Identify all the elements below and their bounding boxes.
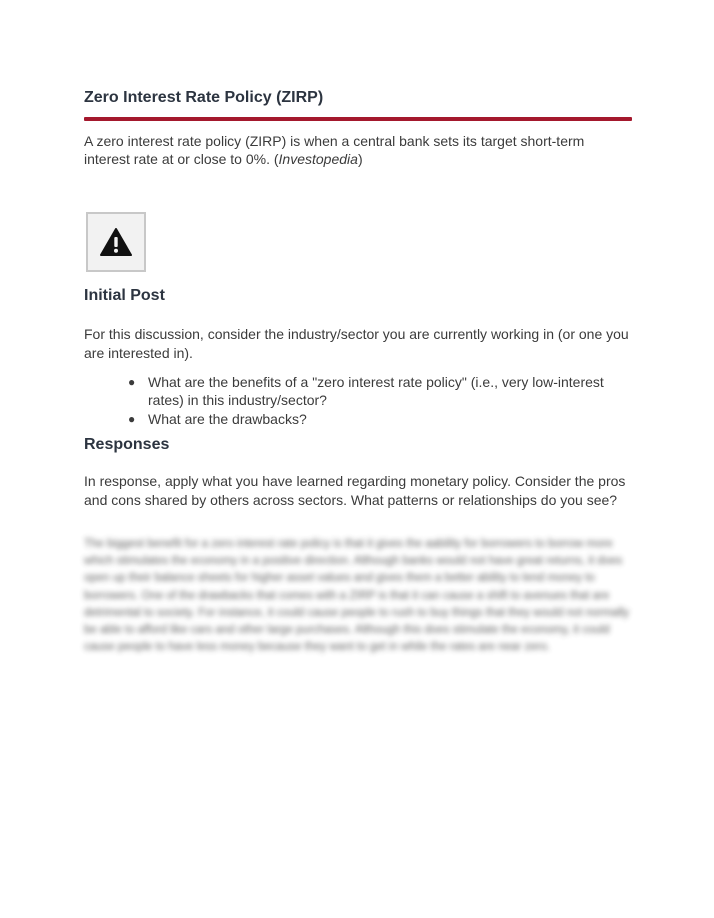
intro-source: Investopedia <box>278 151 358 167</box>
list-item <box>128 373 608 409</box>
initial-post-heading: Initial Post <box>84 287 165 304</box>
responses-heading: Responses <box>84 436 170 453</box>
intro-paragraph <box>84 132 632 168</box>
initial-post-paragraph: For this discussion, consider the industry/sector you are currently working in (or one you are interested in). <box>84 326 629 361</box>
warning-image <box>86 212 146 272</box>
initial-post-bullets <box>128 373 608 429</box>
bullet-text: What are the benefits of a "zero interest rate policy" (i.e., very low-interest rates) in this industry/sector? <box>148 374 604 408</box>
bullet-icon: ● <box>128 375 136 389</box>
list-item <box>128 410 608 428</box>
intro-close: ) <box>357 151 363 167</box>
bullet-text: What are the drawbacks? <box>148 411 307 427</box>
warning-triangle-icon <box>99 227 133 257</box>
responses-paragraph: In response, apply what you have learned regarding monetary policy. Consider the pros and cons shared by others across sectors. What patterns or relationships do you see? <box>84 473 626 508</box>
title-divider <box>84 117 632 121</box>
intro-text: A zero interest rate policy (ZIRP) is when a central bank sets its target short-term interest rate at or close to 0%. ( <box>84 133 585 167</box>
page-title: Zero Interest Rate Policy (ZIRP) <box>84 89 324 106</box>
bullet-icon: ● <box>128 412 136 426</box>
blurred-answer-text: The biggest benefit for a zero interest rate policy is that it gives the aability for borrowers to borrow more which stimulates the economy in a positive direction. Although banks would not have great returns, it does open up their balance sheets for higher asset values and gives them a better ability to lend money to borrowers. One of the drawbacks that comes with a ZIRP is that it can cause a shift to avenues that are detrimental to society. For instance, it could cause people to rush to buy things that they would not normally be able to afford like cars and other large purchases. Although this does stimulate the economy, it could cause people to have less money because they want to get in while the rates are near zero. <box>84 538 630 654</box>
